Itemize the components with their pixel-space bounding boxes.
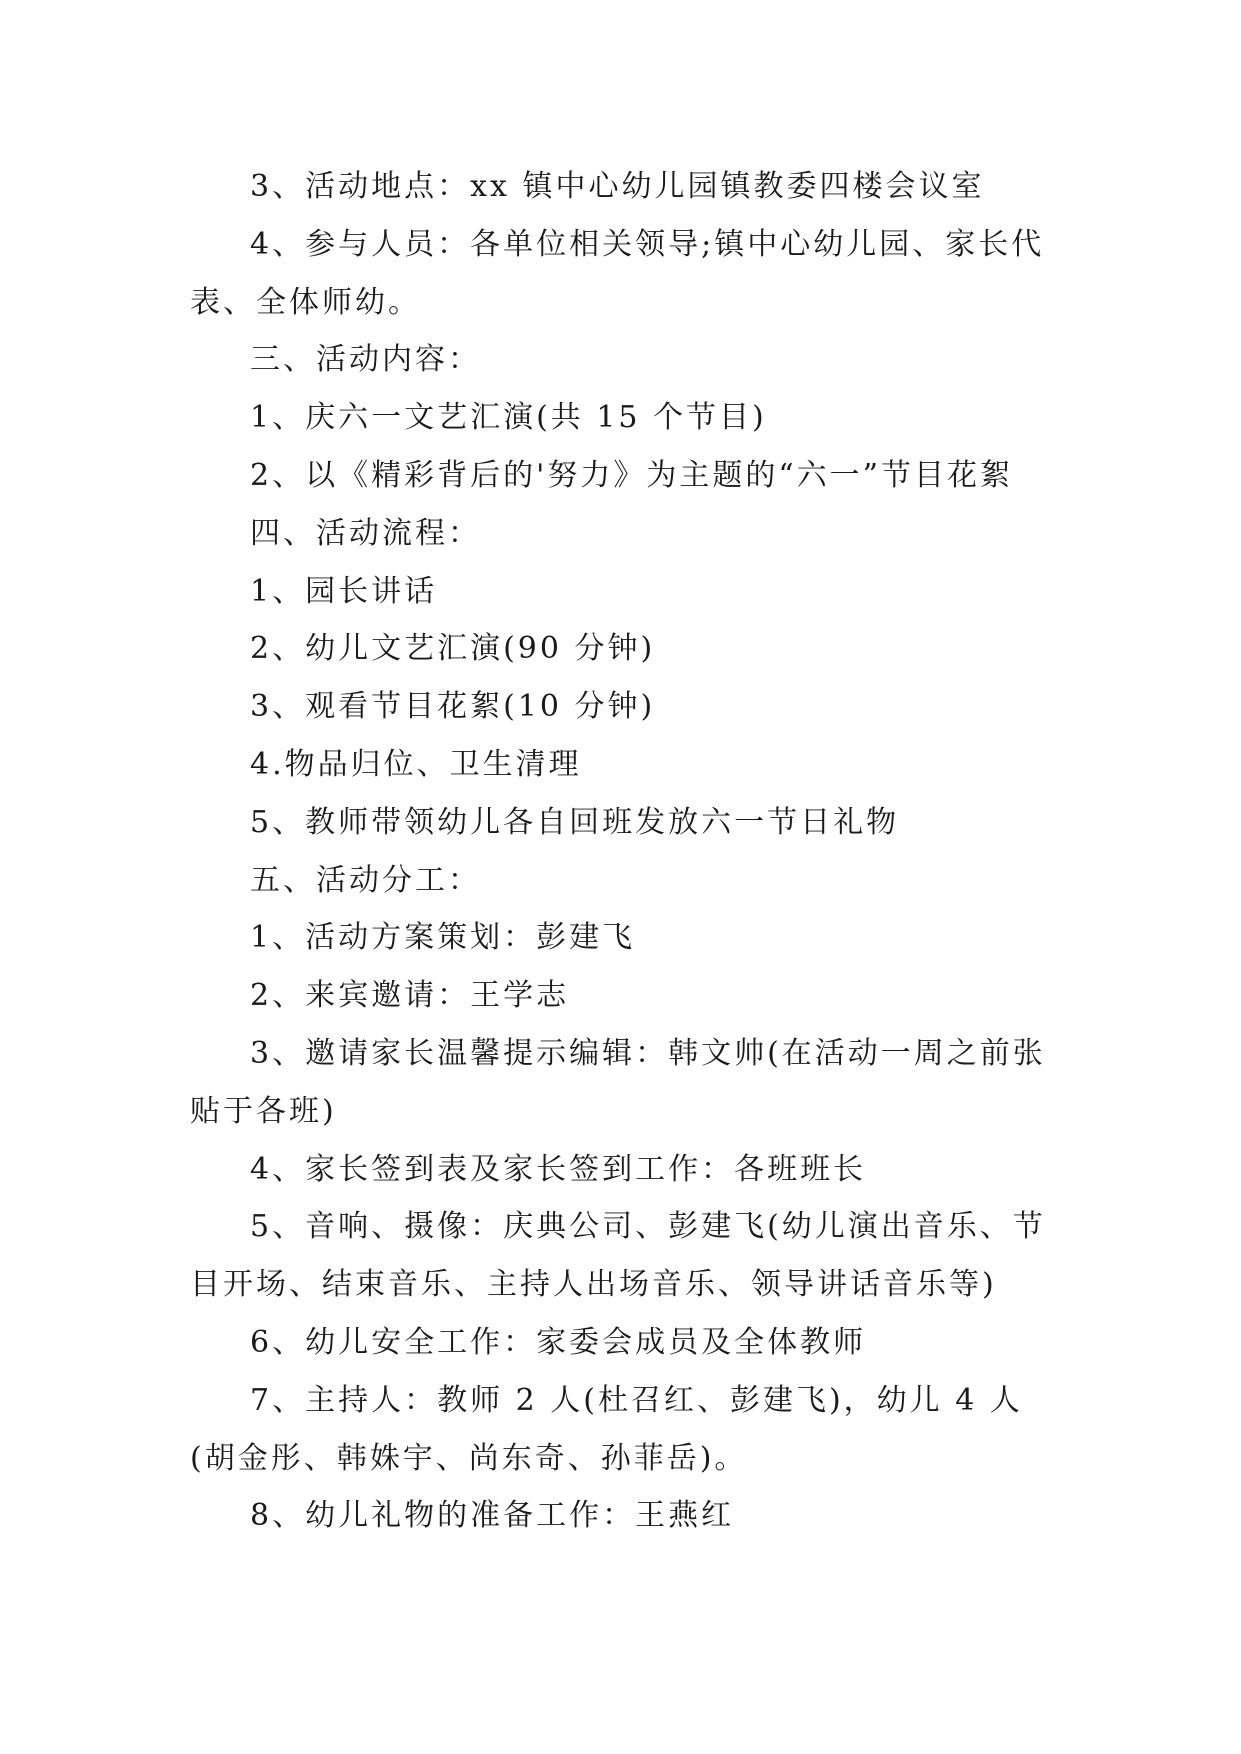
list-item-process-2: 2、幼儿文艺汇演(90 分钟) [250, 631, 656, 667]
list-item-labor-6: 6、幼儿安全工作：家委会成员及全体教师 [250, 1324, 867, 1360]
list-item-labor-3: 3、邀请家长温馨提示编辑：韩文帅(在活动一周之前张贴于各班) [190, 1035, 1046, 1129]
list-item-labor-1: 1、活动方案策划：彭建飞 [250, 920, 636, 956]
list-item-labor-4: 4、家长签到表及家长签到工作：各班班长 [250, 1151, 867, 1187]
list-item-labor-2: 2、来宾邀请：王学志 [250, 978, 570, 1014]
list-item-content-1: 1、庆六一文艺汇演(共 15 个节目) [250, 400, 767, 436]
list-item-labor-8: 8、幼儿礼物的准备工作：王燕红 [250, 1498, 735, 1534]
heading-activity-content: 三、活动内容： [250, 342, 481, 378]
list-item-process-5: 5、教师带领幼儿各自回班发放六一节日礼物 [250, 804, 900, 840]
paragraph-activity-location: 3、活动地点：xx 镇中心幼儿园镇教委四楼会议室 [250, 169, 985, 204]
list-item-content-2: 2、以《精彩背后的'努力》为主题的“六一”节目花絮 [250, 457, 1014, 493]
list-item-process-1: 1、园长讲话 [250, 573, 438, 609]
list-item-labor-5: 5、音响、摄像：庆典公司、彭建飞(幼儿演出音乐、节目开场、结束音乐、主持人出场音乐、领导讲话音乐等) [190, 1209, 1046, 1303]
paragraph-participants: 4、参与人员：各单位相关领导;镇中心幼儿园、家长代表、全体师幼。 [190, 226, 1045, 320]
heading-division-of-labor: 五、活动分工： [250, 862, 481, 898]
document-body [190, 158, 1048, 1545]
list-item-labor-7: 7、主持人：教师 2 人(杜召红、彭建飞)，幼儿 4 人(胡金彤、韩姝宇、尚东奇、孙菲岳)。 [190, 1382, 1023, 1476]
list-item-process-3: 3、观看节目花絮(10 分钟) [250, 689, 656, 725]
list-item-process-4: 4.物品归位、卫生清理 [250, 746, 582, 782]
heading-activity-process: 四、活动流程： [250, 515, 481, 551]
